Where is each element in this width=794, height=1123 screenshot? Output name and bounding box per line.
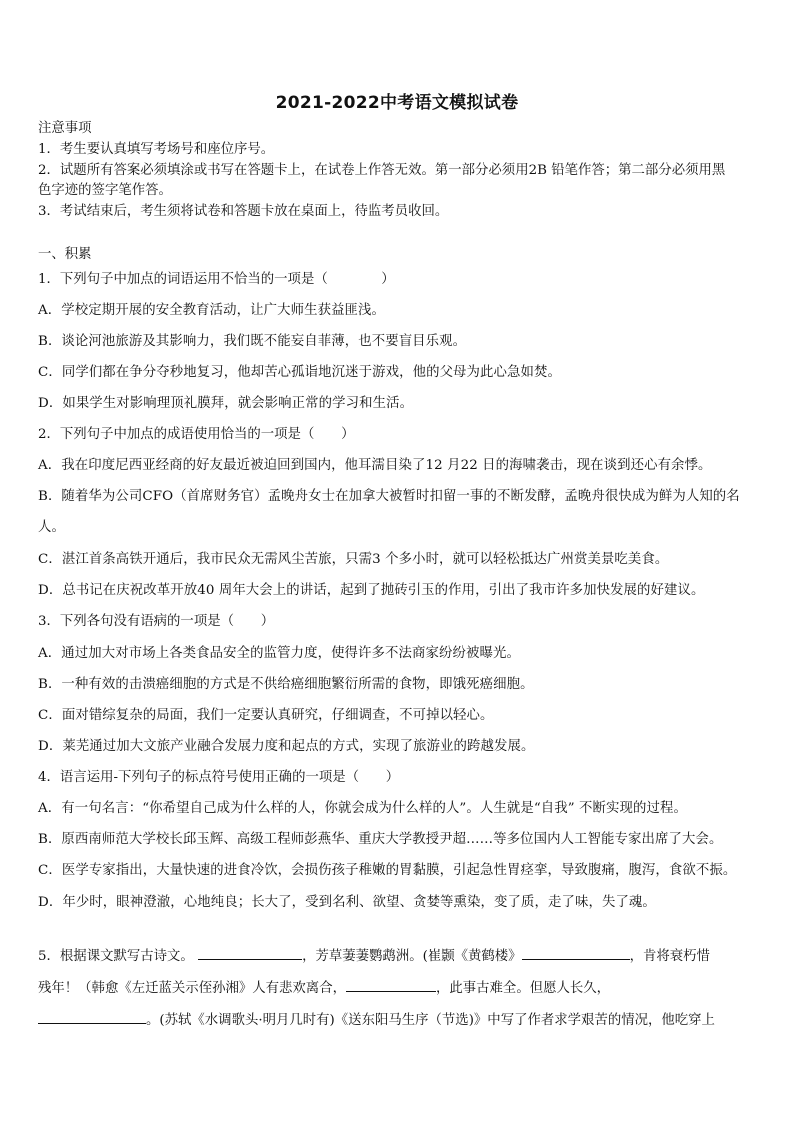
- q5-line-3-text-b: 。(苏轼《水调歌头·明月几时有)《送东阳马生序（节选)》中写了作者求学艰苦的情况，他吃穿上: [146, 1013, 715, 1028]
- q3-stem: 3．下列各句没有语病的一项是（ ）: [38, 614, 275, 629]
- q4-option-a: A．有一句名言：“你希望自己成为什么样的人，你就会成为什么样的人”。人生就是“自我” 不断实现的过程。: [38, 801, 687, 816]
- q2-option-b-cont: 人。: [38, 520, 65, 535]
- answer-blank-2[interactable]: [522, 945, 630, 960]
- q4-stem: 4．语言运用-下列句子的标点符号使用正确的一项是（ ）: [38, 770, 400, 785]
- notice-item-3: 3．考试结束后，考生须将试卷和答题卡放在桌面上，待监考员收回。: [38, 204, 449, 219]
- q1-option-b: B．谈论河池旅游及其影响力，我们既不能妄自菲薄，也不要盲目乐观。: [38, 334, 467, 349]
- q3-option-d: D．莱芜通过加大文旅产业融合发展力度和起点的方式，实现了旅游业的跨越发展。: [38, 739, 535, 754]
- q5-line-2: [38, 977, 758, 998]
- page-title: 2021-2022中考语文模拟试卷: [275, 93, 519, 113]
- q5-line-1: [38, 945, 758, 966]
- q5-line-1-text-b: ，芳草萋萋鹦鹉洲。(崔颢《黄鹤楼》: [302, 949, 522, 964]
- q5-line-3: [38, 1009, 758, 1030]
- q2-option-d: D．总书记在庆祝改革开放40 周年大会上的讲话，起到了抛砖引玉的作用，引出了我市许多加快发展的好建议。: [38, 583, 705, 598]
- q5-stem: 5．根据课文默写古诗文。: [38, 949, 194, 964]
- notice-item-2-cont: 色字迹的签字笔作答。: [38, 183, 172, 198]
- q2-option-b: B．随着华为公司CFO（首席财务官）孟晚舟女士在加拿大被暂时扣留一事的不断发酵，孟晚舟很快成为鲜为人知的名: [38, 489, 740, 504]
- notice-item-1: 1．考生要认真填写考场号和座位序号。: [38, 142, 275, 157]
- q1-stem: 1．下列句子中加点的词语运用不恰当的一项是（ ）: [38, 272, 395, 287]
- answer-blank-3[interactable]: [346, 977, 436, 992]
- q4-option-d: D．年少时，眼神澄澈，心地纯良；长大了，受到名利、欲望、贪婪等熏染，变了质，走了味，失了魂。: [38, 895, 656, 910]
- q3-option-a: A．通过加大对市场上各类食品安全的监管力度，使得许多不法商家纷纷被曝光。: [38, 646, 520, 661]
- notice-heading: 注意事项: [38, 121, 92, 136]
- section-heading: 一、积累: [38, 247, 92, 262]
- q4-option-b: B．原西南师范大学校长邱玉辉、高级工程师彭燕华、重庆大学教授尹超……等多位国内人工智能专家出席了大会。: [38, 832, 723, 847]
- q4-option-c: C．医学专家指出，大量快速的进食冷饮，会损伤孩子稚嫩的胃黏膜，引起急性胃痉挛，导致腹痛，腹泻，食欲不振。: [38, 863, 737, 878]
- q5-line-2-text-a: 残年！（韩愈《左迁蓝关示侄孙湘》人有悲欢离合，: [38, 981, 346, 996]
- answer-blank-4[interactable]: [38, 1009, 146, 1024]
- q5-line-2-text-b: ，此事古难全。但愿人长久，: [435, 981, 611, 996]
- q3-option-c: C．面对错综复杂的局面，我们一定要认真研究，仔细调查，不可掉以轻心。: [38, 708, 494, 723]
- q5-line-1-text-c: ，肯将衰朽惜: [629, 949, 710, 964]
- q2-option-c: C．湛江首条高铁开通后，我市民众无需风尘苦旅，只需3 个多小时，就可以轻松抵达广州赏美景吃美食。: [38, 552, 669, 567]
- q3-option-b: B．一种有效的击溃癌细胞的方式是不供给癌细胞繁衍所需的食物，即饿死癌细胞。: [38, 677, 534, 692]
- q2-option-a: A．我在印度尼西亚经商的好友最近被迫回到国内，他耳濡目染了12 月22 日的海啸袭击，现在谈到还心有余悸。: [38, 458, 712, 473]
- q1-option-a: A．学校定期开展的安全教育活动，让广大师生获益匪浅。: [38, 303, 386, 318]
- q1-option-d: D．如果学生对影响理顶礼膜拜，就会影响正常的学习和生活。: [38, 396, 414, 411]
- q2-stem: 2．下列句子中加点的成语使用恰当的一项是（ ）: [38, 427, 355, 442]
- notice-item-2: 2．试题所有答案必须填涂或书写在答题卡上，在试卷上作答无效。第一部分必须用2B 铅笔作答；第二部分必须用黑: [38, 163, 726, 178]
- answer-blank-1[interactable]: [198, 945, 302, 960]
- q1-option-c: C．同学们都在争分夺秒地复习，他却苦心孤诣地沉迷于游戏，他的父母为此心急如焚。: [38, 365, 561, 380]
